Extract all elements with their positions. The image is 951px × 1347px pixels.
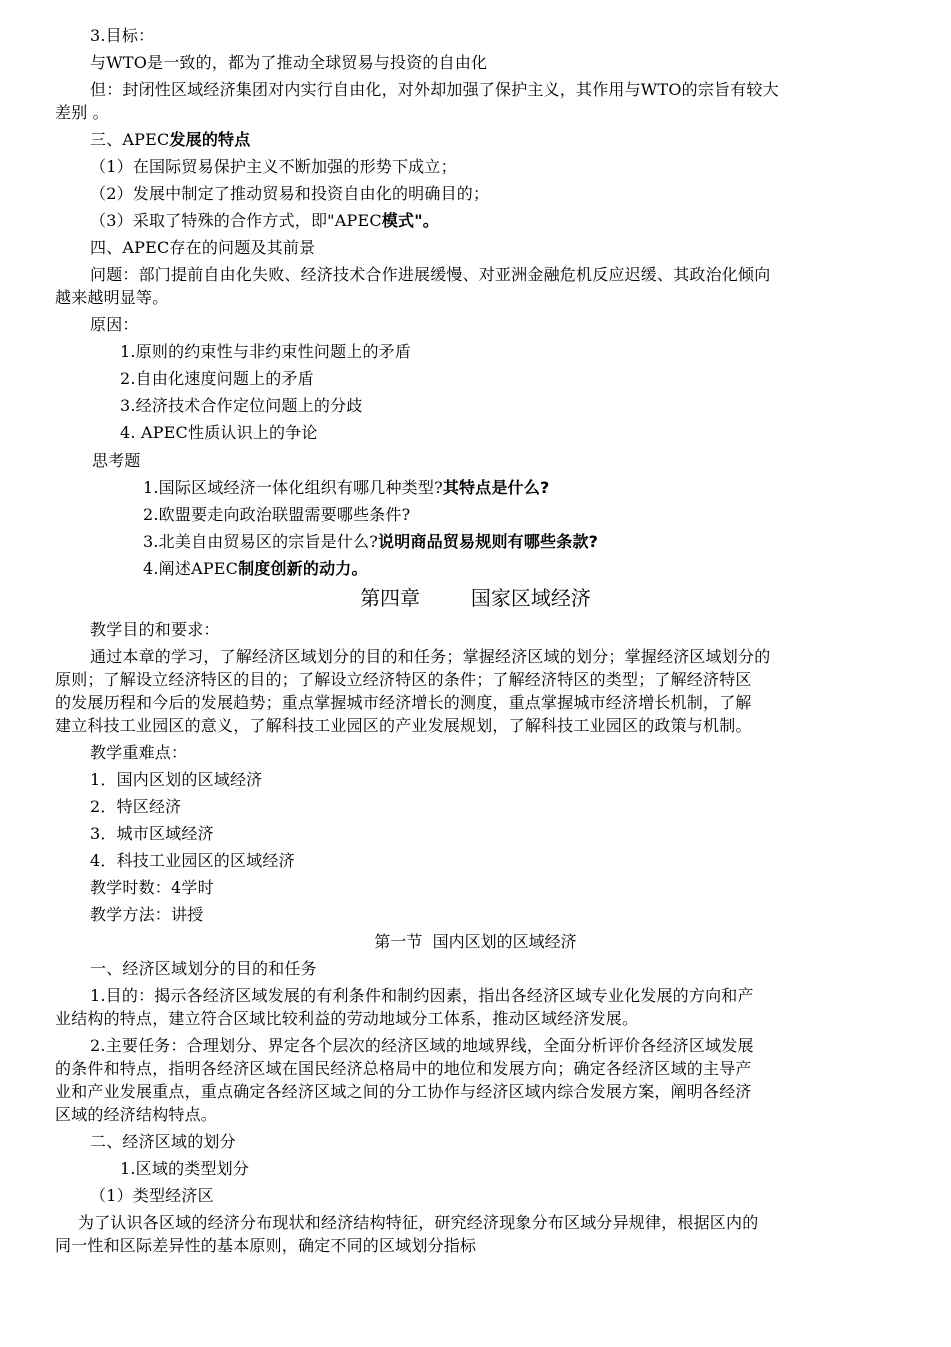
list-item: （2）发展中制定了推动贸易和投资自由化的明确目的；	[90, 184, 490, 203]
paragraph-line: 原则；了解设立经济特区的目的；了解设立经济特区的条件；了解经济特区的类型；了解经济特区	[55, 670, 752, 689]
section-heading: 一、经济区域划分的目的和任务	[90, 959, 317, 978]
section-heading-apec-features	[90, 130, 250, 150]
paragraph-line: 建立科技工业园区的意义，了解科技工业园区的产业发展规划，了解科技工业园区的政策与机制。	[55, 716, 752, 735]
paragraph-line: 2.主要任务：合理划分、界定各个层次的经济区域的地域界线，全面分析评价各经济区域发展	[90, 1036, 754, 1055]
question-item	[143, 532, 598, 552]
section-heading-apec-problems: 四、APEC存在的问题及其前景	[90, 238, 316, 257]
chapter-title: 第四章 国家区域经济	[360, 586, 591, 610]
section-heading: 二、经济区域的划分	[90, 1132, 236, 1151]
question-text-bold: 制度创新的动力。	[238, 559, 368, 578]
paragraph-line: 为了认识各区域的经济分布现状和经济结构特征，研究经济现象分布区域分异规律，根据区内的	[78, 1213, 759, 1232]
question-text: 3.北美自由贸易区的宗旨是什么?	[143, 532, 379, 551]
list-item: 4. APEC性质认识上的争论	[120, 423, 318, 442]
list-item: 2．特区经济	[90, 797, 182, 816]
paragraph-line: 但：封闭性区域经济集团对内实行自由化，对外却加强了保护主义，其作用与WTO的宗旨有较大	[90, 80, 779, 99]
goal-heading: 3.目标：	[90, 26, 155, 45]
question-item: 2.欧盟要走向政治联盟需要哪些条件?	[143, 505, 411, 524]
teaching-hours: 教学时数：4学时	[90, 878, 214, 897]
section-title: 第一节 国内区划的区域经济	[374, 932, 577, 951]
paragraph-line: 的发展历程和今后的发展趋势；重点掌握城市经济增长的测度，重点掌握城市经济增长机制，了解	[55, 693, 752, 712]
paragraph-line: 同一性和区际差异性的基本原则，确定不同的区域划分指标	[55, 1236, 477, 1255]
question-text-bold: 说明商品贸易规则有哪些条款?	[378, 532, 599, 551]
list-item: 3．城市区域经济	[90, 824, 214, 843]
paragraph-line: 与WTO是一致的，都为了推动全球贸易与投资的自由化	[90, 53, 488, 72]
paragraph-line: 业和产业发展重点，重点确定各经济区域之间的分工协作与经济区域内综合发展方案，阐明各经济	[55, 1082, 752, 1101]
question-item	[143, 559, 368, 579]
question-item	[143, 478, 550, 498]
paragraph-line: 的条件和特点，指明各经济区域在国民经济总格局中的地位和发展方向；确定各经济区域的主导产	[55, 1059, 752, 1078]
list-item-text-bold: 模式"。	[381, 211, 439, 230]
list-item: 4．科技工业园区的区域经济	[90, 851, 295, 870]
heading-text-bold: 发展的特点	[169, 130, 251, 149]
subsection-heading: 1.区域的类型划分	[120, 1159, 250, 1178]
subheading: 教学目的和要求：	[90, 620, 220, 639]
paragraph-line: 1.目的：揭示各经济区域发展的有利条件和制约因素，指出各经济区域专业化发展的方向和产	[90, 986, 754, 1005]
paragraph-line: 问题：部门提前自由化失败、经济技术合作进展缓慢、对亚洲金融危机反应迟缓、其政治化倾向	[90, 265, 771, 284]
paragraph-line: 通过本章的学习，了解经济区域划分的目的和任务；掌握经济区域的划分；掌握经济区域划分的	[90, 647, 771, 666]
list-item-text: （3）采取了特殊的合作方式，即"APEC	[90, 211, 382, 230]
paragraph-line: 差别 。	[55, 103, 109, 122]
paragraph-line: 业结构的特点，建立符合区域比较利益的劳动地域分工体系，推动区域经济发展。	[55, 1009, 639, 1028]
subsection-heading: （1）类型经济区	[90, 1186, 214, 1205]
list-item: （1）在国际贸易保护主义不断加强的形势下成立；	[90, 157, 457, 176]
question-text: 1.国际区域经济一体化组织有哪几种类型?	[143, 478, 443, 497]
list-item: 1．国内区划的区域经济	[90, 770, 263, 789]
question-text: 4.阐述APEC	[143, 559, 239, 578]
paragraph-line: 越来越明显等。	[55, 288, 169, 307]
questions-heading: 思考题	[92, 451, 141, 470]
teaching-method: 教学方法：讲授	[90, 905, 204, 924]
heading-text: 三、APEC	[90, 130, 170, 149]
list-item: 1.原则的约束性与非约束性问题上的矛盾	[120, 342, 412, 361]
subheading: 教学重难点：	[90, 743, 188, 762]
list-item: 2.自由化速度问题上的矛盾	[120, 369, 314, 388]
list-item	[90, 211, 439, 231]
paragraph-line: 区域的经济结构特点。	[55, 1105, 218, 1124]
question-text-bold: 其特点是什么?	[442, 478, 550, 497]
reasons-heading: 原因：	[90, 315, 139, 334]
list-item: 3.经济技术合作定位问题上的分歧	[120, 396, 363, 415]
